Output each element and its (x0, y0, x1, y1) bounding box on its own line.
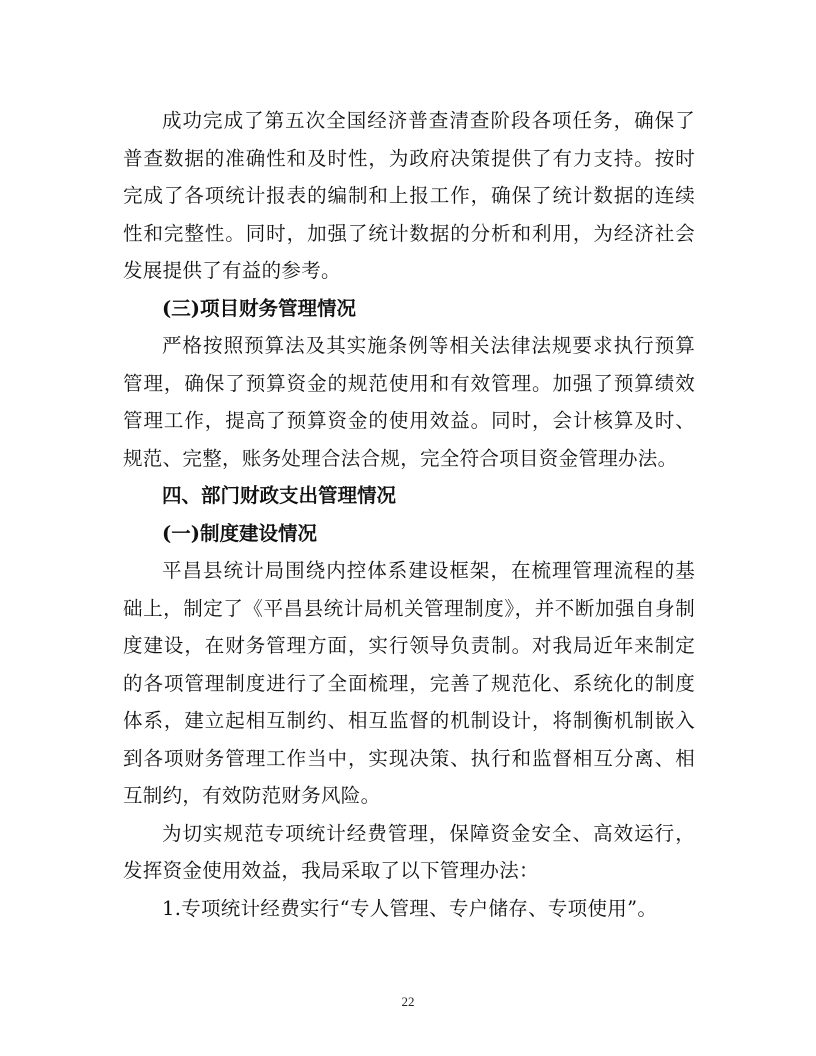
page-number: 22 (401, 994, 415, 1009)
document-body (123, 102, 695, 927)
section-heading-expenditure: 四、部门财政支出管理情况 (162, 484, 397, 507)
subheading-system-building: (一)制度建设情况 (162, 521, 317, 545)
subheading-project-finance: (三)项目财务管理情况 (162, 296, 356, 320)
paragraph-census-work: 成功完成了第五次全国经济普查清查阶段各项任务，确保了普查数据的准确性和及时性，为政府决策提供了有力支持。按时完成了各项统计报表的编制和上报工作，确保了统计数据的连续性和完整性。同时，加强了统计数据的分析和利用，为经济社会发展提供了有益的参考。 (123, 109, 695, 282)
paragraph-budget-management: 严格按照预算法及其实施条例等相关法律法规要求执行预算管理，确保了预算资金的规范使用和有效管理。加强了预算绩效管理工作，提高了预算资金的使用效益。同时，会计核算及时、规范、完整，账务处理合法合规，完全符合项目资金管理办法。 (123, 334, 695, 470)
paragraph-fund-rule-1: 1.专项统计经费实行“专人管理、专户储存、专项使用”。 (162, 896, 658, 920)
paragraph-fund-management-intro: 为切实规范专项统计经费管理，保障资金安全、高效运行，发挥资金使用效益，我局采取了以下管理办法： (123, 821, 695, 882)
paragraph-internal-control: 平昌县统计局围绕内控体系建设框架，在梳理管理流程的基础上，制定了《平昌县统计局机关管理制度》，并不断加强自身制度建设，在财务管理方面，实行领导负责制。对我局近年来制定的各项管理制度进行了全面梳理，完善了规范化、系统化的制度体系，建立起相互制约、相互监督的机制设计，将制衡机制嵌入到各项财务管理工作当中，实现决策、执行和监督相互分离、相互制约，有效防范财务风险。 (123, 559, 695, 807)
